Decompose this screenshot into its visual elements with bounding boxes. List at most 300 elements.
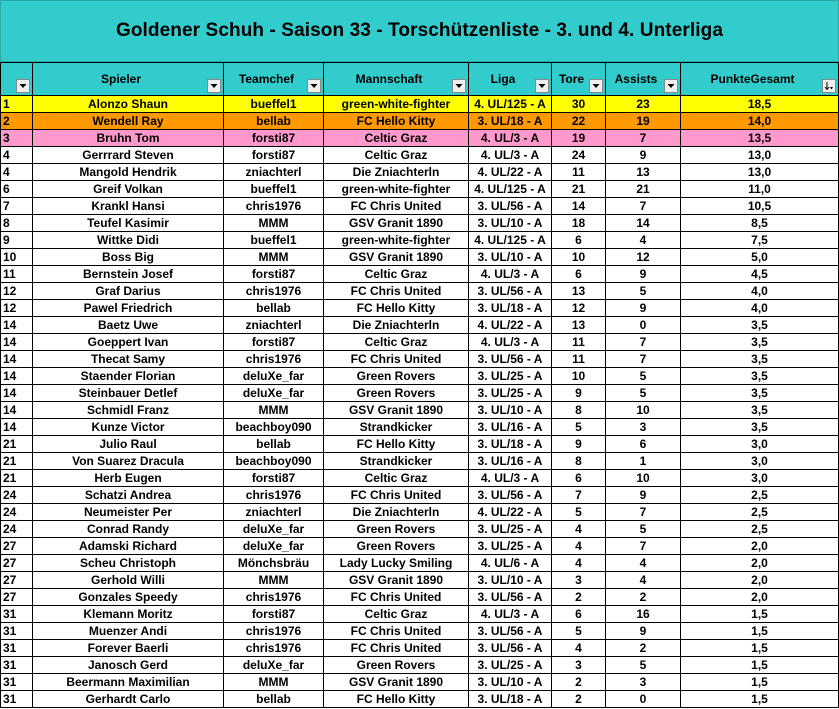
cell-assists[interactable]: 7: [606, 334, 681, 351]
filter-dropdown-button[interactable]: [664, 79, 678, 93]
cell-spieler[interactable]: Pawel Friedrich: [33, 300, 224, 317]
cell-rank[interactable]: 14: [1, 317, 33, 334]
cell-rank[interactable]: 4: [1, 147, 33, 164]
cell-rank[interactable]: 31: [1, 606, 33, 623]
cell-spieler[interactable]: Adamski Richard: [33, 538, 224, 555]
cell-tore[interactable]: 11: [552, 334, 606, 351]
cell-spieler[interactable]: Herb Eugen: [33, 470, 224, 487]
cell-teamchef[interactable]: chris1976: [224, 198, 324, 215]
cell-tore[interactable]: 6: [552, 232, 606, 249]
cell-mannschaft[interactable]: Celtic Graz: [324, 470, 469, 487]
cell-punkte-gesamt[interactable]: 8,5: [681, 215, 839, 232]
cell-rank[interactable]: 8: [1, 215, 33, 232]
cell-assists[interactable]: 9: [606, 147, 681, 164]
cell-spieler[interactable]: Bruhn Tom: [33, 130, 224, 147]
cell-assists[interactable]: 7: [606, 504, 681, 521]
cell-teamchef[interactable]: MMM: [224, 215, 324, 232]
cell-liga[interactable]: 4. UL/3 - A: [469, 470, 552, 487]
cell-tore[interactable]: 18: [552, 215, 606, 232]
table-row[interactable]: [1, 674, 839, 691]
cell-punkte-gesamt[interactable]: 2,5: [681, 487, 839, 504]
filter-dropdown-button[interactable]: [207, 79, 221, 93]
cell-tore[interactable]: 3: [552, 572, 606, 589]
cell-assists[interactable]: 6: [606, 436, 681, 453]
cell-teamchef[interactable]: beachboy090: [224, 453, 324, 470]
table-row[interactable]: [1, 334, 839, 351]
cell-tore[interactable]: 5: [552, 504, 606, 521]
cell-spieler[interactable]: Muenzer Andi: [33, 623, 224, 640]
table-row[interactable]: [1, 147, 839, 164]
cell-mannschaft[interactable]: FC Hello Kitty: [324, 300, 469, 317]
cell-punkte-gesamt[interactable]: 5,0: [681, 249, 839, 266]
cell-liga[interactable]: 3. UL/16 - A: [469, 419, 552, 436]
cell-rank[interactable]: 24: [1, 521, 33, 538]
table-row[interactable]: [1, 300, 839, 317]
cell-punkte-gesamt[interactable]: 7,5: [681, 232, 839, 249]
cell-liga[interactable]: 3. UL/18 - A: [469, 691, 552, 708]
table-row[interactable]: [1, 419, 839, 436]
cell-punkte-gesamt[interactable]: 13,0: [681, 147, 839, 164]
cell-rank[interactable]: 1: [1, 96, 33, 113]
cell-tore[interactable]: 19: [552, 130, 606, 147]
cell-assists[interactable]: 3: [606, 674, 681, 691]
cell-spieler[interactable]: Beermann Maximilian: [33, 674, 224, 691]
filter-dropdown-button[interactable]: [452, 79, 466, 93]
table-row[interactable]: [1, 589, 839, 606]
cell-assists[interactable]: 2: [606, 589, 681, 606]
cell-tore[interactable]: 2: [552, 589, 606, 606]
cell-punkte-gesamt[interactable]: 3,5: [681, 334, 839, 351]
cell-punkte-gesamt[interactable]: 3,0: [681, 470, 839, 487]
cell-spieler[interactable]: Gerhardt Carlo: [33, 691, 224, 708]
cell-spieler[interactable]: Klemann Moritz: [33, 606, 224, 623]
filter-dropdown-button[interactable]: [535, 79, 549, 93]
cell-spieler[interactable]: Schatzi Andrea: [33, 487, 224, 504]
cell-rank[interactable]: 14: [1, 385, 33, 402]
cell-assists[interactable]: 5: [606, 657, 681, 674]
table-row[interactable]: [1, 181, 839, 198]
cell-teamchef[interactable]: chris1976: [224, 623, 324, 640]
cell-punkte-gesamt[interactable]: 3,5: [681, 419, 839, 436]
cell-tore[interactable]: 8: [552, 453, 606, 470]
cell-mannschaft[interactable]: Strandkicker: [324, 453, 469, 470]
table-row[interactable]: [1, 606, 839, 623]
cell-mannschaft[interactable]: FC Chris United: [324, 623, 469, 640]
cell-teamchef[interactable]: forsti87: [224, 130, 324, 147]
cell-liga[interactable]: 3. UL/56 - A: [469, 198, 552, 215]
cell-tore[interactable]: 13: [552, 283, 606, 300]
cell-mannschaft[interactable]: Celtic Graz: [324, 266, 469, 283]
cell-punkte-gesamt[interactable]: 3,0: [681, 436, 839, 453]
table-row[interactable]: [1, 385, 839, 402]
cell-liga[interactable]: 3. UL/56 - A: [469, 623, 552, 640]
cell-mannschaft[interactable]: green-white-fighter: [324, 181, 469, 198]
cell-liga[interactable]: 3. UL/56 - A: [469, 487, 552, 504]
cell-liga[interactable]: 4. UL/6 - A: [469, 555, 552, 572]
cell-tore[interactable]: 6: [552, 266, 606, 283]
table-row[interactable]: [1, 351, 839, 368]
cell-liga[interactable]: 4. UL/3 - A: [469, 266, 552, 283]
cell-spieler[interactable]: Von Suarez Dracula: [33, 453, 224, 470]
cell-spieler[interactable]: Greif Volkan: [33, 181, 224, 198]
cell-spieler[interactable]: Alonzo Shaun: [33, 96, 224, 113]
cell-punkte-gesamt[interactable]: 1,5: [681, 640, 839, 657]
cell-liga[interactable]: 3. UL/56 - A: [469, 351, 552, 368]
cell-assists[interactable]: 23: [606, 96, 681, 113]
cell-assists[interactable]: 12: [606, 249, 681, 266]
table-row[interactable]: [1, 215, 839, 232]
cell-spieler[interactable]: Wendell Ray: [33, 113, 224, 130]
cell-tore[interactable]: 6: [552, 470, 606, 487]
cell-rank[interactable]: 14: [1, 368, 33, 385]
cell-teamchef[interactable]: bueffel1: [224, 181, 324, 198]
cell-spieler[interactable]: Gerrrard Steven: [33, 147, 224, 164]
cell-teamchef[interactable]: MMM: [224, 249, 324, 266]
cell-teamchef[interactable]: bellab: [224, 113, 324, 130]
cell-punkte-gesamt[interactable]: 2,0: [681, 589, 839, 606]
cell-punkte-gesamt[interactable]: 3,5: [681, 385, 839, 402]
table-row[interactable]: [1, 504, 839, 521]
cell-liga[interactable]: 3. UL/56 - A: [469, 283, 552, 300]
cell-teamchef[interactable]: deluXe_far: [224, 385, 324, 402]
cell-assists[interactable]: 9: [606, 487, 681, 504]
cell-punkte-gesamt[interactable]: 3,5: [681, 317, 839, 334]
cell-spieler[interactable]: Conrad Randy: [33, 521, 224, 538]
cell-mannschaft[interactable]: Celtic Graz: [324, 334, 469, 351]
table-row[interactable]: [1, 640, 839, 657]
cell-rank[interactable]: 11: [1, 266, 33, 283]
cell-spieler[interactable]: Teufel Kasimir: [33, 215, 224, 232]
cell-rank[interactable]: 31: [1, 691, 33, 708]
cell-punkte-gesamt[interactable]: 1,5: [681, 623, 839, 640]
cell-punkte-gesamt[interactable]: 4,0: [681, 300, 839, 317]
cell-liga[interactable]: 4. UL/3 - A: [469, 147, 552, 164]
cell-mannschaft[interactable]: GSV Granit 1890: [324, 249, 469, 266]
cell-assists[interactable]: 19: [606, 113, 681, 130]
cell-punkte-gesamt[interactable]: 2,5: [681, 521, 839, 538]
cell-liga[interactable]: 3. UL/25 - A: [469, 368, 552, 385]
filter-dropdown-button[interactable]: [16, 79, 30, 93]
cell-teamchef[interactable]: bellab: [224, 691, 324, 708]
cell-punkte-gesamt[interactable]: 3,0: [681, 453, 839, 470]
cell-teamchef[interactable]: chris1976: [224, 589, 324, 606]
cell-mannschaft[interactable]: Die Zniachterln: [324, 317, 469, 334]
cell-assists[interactable]: 10: [606, 402, 681, 419]
cell-teamchef[interactable]: chris1976: [224, 487, 324, 504]
cell-tore[interactable]: 4: [552, 521, 606, 538]
cell-assists[interactable]: 5: [606, 283, 681, 300]
cell-mannschaft[interactable]: Strandkicker: [324, 419, 469, 436]
cell-tore[interactable]: 9: [552, 436, 606, 453]
cell-tore[interactable]: 4: [552, 538, 606, 555]
cell-teamchef[interactable]: deluXe_far: [224, 521, 324, 538]
cell-mannschaft[interactable]: Green Rovers: [324, 385, 469, 402]
cell-mannschaft[interactable]: green-white-fighter: [324, 232, 469, 249]
table-row[interactable]: [1, 487, 839, 504]
cell-liga[interactable]: 3. UL/10 - A: [469, 572, 552, 589]
table-row[interactable]: [1, 436, 839, 453]
cell-mannschaft[interactable]: Celtic Graz: [324, 130, 469, 147]
cell-liga[interactable]: 4. UL/125 - A: [469, 181, 552, 198]
cell-spieler[interactable]: Schmidl Franz: [33, 402, 224, 419]
cell-rank[interactable]: 24: [1, 487, 33, 504]
table-row[interactable]: [1, 113, 839, 130]
cell-teamchef[interactable]: zniachterl: [224, 164, 324, 181]
cell-mannschaft[interactable]: FC Chris United: [324, 198, 469, 215]
cell-spieler[interactable]: Wittke Didi: [33, 232, 224, 249]
cell-tore[interactable]: 5: [552, 419, 606, 436]
table-row[interactable]: [1, 130, 839, 147]
cell-tore[interactable]: 4: [552, 555, 606, 572]
cell-mannschaft[interactable]: Celtic Graz: [324, 606, 469, 623]
cell-rank[interactable]: 12: [1, 283, 33, 300]
cell-teamchef[interactable]: deluXe_far: [224, 657, 324, 674]
cell-rank[interactable]: 10: [1, 249, 33, 266]
cell-teamchef[interactable]: bueffel1: [224, 96, 324, 113]
cell-punkte-gesamt[interactable]: 3,5: [681, 351, 839, 368]
cell-punkte-gesamt[interactable]: 2,0: [681, 538, 839, 555]
cell-liga[interactable]: 4. UL/3 - A: [469, 334, 552, 351]
cell-spieler[interactable]: Bernstein Josef: [33, 266, 224, 283]
table-row[interactable]: [1, 249, 839, 266]
cell-mannschaft[interactable]: green-white-fighter: [324, 96, 469, 113]
cell-assists[interactable]: 5: [606, 368, 681, 385]
cell-spieler[interactable]: Staender Florian: [33, 368, 224, 385]
cell-assists[interactable]: 10: [606, 470, 681, 487]
cell-punkte-gesamt[interactable]: 4,0: [681, 283, 839, 300]
cell-teamchef[interactable]: chris1976: [224, 283, 324, 300]
cell-tore[interactable]: 10: [552, 368, 606, 385]
cell-rank[interactable]: 31: [1, 657, 33, 674]
table-row[interactable]: [1, 691, 839, 708]
table-row[interactable]: [1, 402, 839, 419]
table-row[interactable]: [1, 521, 839, 538]
cell-assists[interactable]: 4: [606, 555, 681, 572]
cell-punkte-gesamt[interactable]: 3,5: [681, 368, 839, 385]
cell-rank[interactable]: 31: [1, 623, 33, 640]
cell-teamchef[interactable]: bellab: [224, 436, 324, 453]
cell-rank[interactable]: 27: [1, 555, 33, 572]
cell-punkte-gesamt[interactable]: 14,0: [681, 113, 839, 130]
cell-punkte-gesamt[interactable]: 4,5: [681, 266, 839, 283]
cell-spieler[interactable]: Steinbauer Detlef: [33, 385, 224, 402]
cell-spieler[interactable]: Scheu Christoph: [33, 555, 224, 572]
cell-assists[interactable]: 9: [606, 300, 681, 317]
cell-assists[interactable]: 3: [606, 419, 681, 436]
cell-liga[interactable]: 3. UL/10 - A: [469, 249, 552, 266]
cell-spieler[interactable]: Janosch Gerd: [33, 657, 224, 674]
cell-punkte-gesamt[interactable]: 3,5: [681, 402, 839, 419]
cell-liga[interactable]: 4. UL/3 - A: [469, 130, 552, 147]
cell-assists[interactable]: 2: [606, 640, 681, 657]
cell-assists[interactable]: 9: [606, 623, 681, 640]
table-row[interactable]: [1, 96, 839, 113]
cell-mannschaft[interactable]: Green Rovers: [324, 657, 469, 674]
cell-tore[interactable]: 12: [552, 300, 606, 317]
cell-mannschaft[interactable]: FC Hello Kitty: [324, 436, 469, 453]
cell-liga[interactable]: 3. UL/10 - A: [469, 402, 552, 419]
cell-tore[interactable]: 10: [552, 249, 606, 266]
cell-liga[interactable]: 3. UL/25 - A: [469, 538, 552, 555]
cell-tore[interactable]: 3: [552, 657, 606, 674]
cell-liga[interactable]: 4. UL/22 - A: [469, 317, 552, 334]
filter-dropdown-button[interactable]: [307, 79, 321, 93]
cell-teamchef[interactable]: forsti87: [224, 334, 324, 351]
cell-tore[interactable]: 5: [552, 623, 606, 640]
cell-spieler[interactable]: Baetz Uwe: [33, 317, 224, 334]
table-row[interactable]: [1, 623, 839, 640]
cell-rank[interactable]: 27: [1, 572, 33, 589]
cell-tore[interactable]: 30: [552, 96, 606, 113]
cell-teamchef[interactable]: Mönchsbräu: [224, 555, 324, 572]
cell-punkte-gesamt[interactable]: 1,5: [681, 606, 839, 623]
cell-spieler[interactable]: Julio Raul: [33, 436, 224, 453]
cell-mannschaft[interactable]: FC Hello Kitty: [324, 113, 469, 130]
cell-assists[interactable]: 13: [606, 164, 681, 181]
cell-tore[interactable]: 21: [552, 181, 606, 198]
table-row[interactable]: [1, 232, 839, 249]
cell-assists[interactable]: 0: [606, 317, 681, 334]
cell-rank[interactable]: 14: [1, 334, 33, 351]
cell-liga[interactable]: 3. UL/25 - A: [469, 657, 552, 674]
cell-mannschaft[interactable]: GSV Granit 1890: [324, 215, 469, 232]
cell-tore[interactable]: 13: [552, 317, 606, 334]
cell-rank[interactable]: 14: [1, 419, 33, 436]
cell-spieler[interactable]: Goeppert Ivan: [33, 334, 224, 351]
cell-liga[interactable]: 4. UL/22 - A: [469, 164, 552, 181]
cell-rank[interactable]: 21: [1, 470, 33, 487]
cell-liga[interactable]: 4. UL/3 - A: [469, 606, 552, 623]
cell-teamchef[interactable]: MMM: [224, 572, 324, 589]
table-row[interactable]: [1, 657, 839, 674]
cell-mannschaft[interactable]: FC Hello Kitty: [324, 691, 469, 708]
cell-punkte-gesamt[interactable]: 1,5: [681, 657, 839, 674]
cell-punkte-gesamt[interactable]: 13,5: [681, 130, 839, 147]
cell-spieler[interactable]: Neumeister Per: [33, 504, 224, 521]
cell-rank[interactable]: 24: [1, 504, 33, 521]
table-row[interactable]: [1, 164, 839, 181]
cell-rank[interactable]: 7: [1, 198, 33, 215]
cell-punkte-gesamt[interactable]: 2,0: [681, 555, 839, 572]
table-row[interactable]: [1, 538, 839, 555]
cell-tore[interactable]: 8: [552, 402, 606, 419]
cell-assists[interactable]: 7: [606, 351, 681, 368]
cell-teamchef[interactable]: bellab: [224, 300, 324, 317]
cell-liga[interactable]: 3. UL/10 - A: [469, 215, 552, 232]
table-row[interactable]: [1, 453, 839, 470]
table-row[interactable]: [1, 198, 839, 215]
cell-liga[interactable]: 3. UL/25 - A: [469, 385, 552, 402]
cell-tore[interactable]: 4: [552, 640, 606, 657]
cell-rank[interactable]: 21: [1, 453, 33, 470]
cell-mannschaft[interactable]: Die Zniachterln: [324, 164, 469, 181]
cell-rank[interactable]: 27: [1, 589, 33, 606]
cell-rank[interactable]: 6: [1, 181, 33, 198]
cell-liga[interactable]: 3. UL/18 - A: [469, 300, 552, 317]
cell-teamchef[interactable]: forsti87: [224, 470, 324, 487]
cell-tore[interactable]: 6: [552, 606, 606, 623]
cell-liga[interactable]: 3. UL/18 - A: [469, 436, 552, 453]
cell-liga[interactable]: 4. UL/22 - A: [469, 504, 552, 521]
table-row[interactable]: [1, 266, 839, 283]
table-row[interactable]: [1, 470, 839, 487]
table-row[interactable]: [1, 555, 839, 572]
cell-teamchef[interactable]: forsti87: [224, 266, 324, 283]
cell-mannschaft[interactable]: Lady Lucky Smiling: [324, 555, 469, 572]
cell-spieler[interactable]: Gerhold Willi: [33, 572, 224, 589]
cell-punkte-gesamt[interactable]: 13,0: [681, 164, 839, 181]
cell-tore[interactable]: 7: [552, 487, 606, 504]
cell-liga[interactable]: 4. UL/125 - A: [469, 232, 552, 249]
cell-assists[interactable]: 7: [606, 538, 681, 555]
cell-spieler[interactable]: Thecat Samy: [33, 351, 224, 368]
cell-teamchef[interactable]: beachboy090: [224, 419, 324, 436]
cell-mannschaft[interactable]: FC Chris United: [324, 351, 469, 368]
cell-punkte-gesamt[interactable]: 1,5: [681, 674, 839, 691]
cell-teamchef[interactable]: deluXe_far: [224, 538, 324, 555]
cell-assists[interactable]: 16: [606, 606, 681, 623]
table-row[interactable]: [1, 317, 839, 334]
cell-assists[interactable]: 21: [606, 181, 681, 198]
cell-rank[interactable]: 2: [1, 113, 33, 130]
cell-tore[interactable]: 22: [552, 113, 606, 130]
cell-spieler[interactable]: Kunze Victor: [33, 419, 224, 436]
cell-teamchef[interactable]: MMM: [224, 674, 324, 691]
table-row[interactable]: [1, 368, 839, 385]
cell-punkte-gesamt[interactable]: 10,5: [681, 198, 839, 215]
cell-mannschaft[interactable]: Die Zniachterln: [324, 504, 469, 521]
cell-spieler[interactable]: Krankl Hansi: [33, 198, 224, 215]
cell-rank[interactable]: 9: [1, 232, 33, 249]
cell-assists[interactable]: 14: [606, 215, 681, 232]
sort-filter-button[interactable]: [822, 79, 836, 93]
cell-rank[interactable]: 3: [1, 130, 33, 147]
cell-teamchef[interactable]: deluXe_far: [224, 368, 324, 385]
cell-tore[interactable]: 14: [552, 198, 606, 215]
cell-tore[interactable]: 9: [552, 385, 606, 402]
cell-teamchef[interactable]: forsti87: [224, 147, 324, 164]
cell-rank[interactable]: 14: [1, 402, 33, 419]
cell-assists[interactable]: 5: [606, 521, 681, 538]
cell-assists[interactable]: 4: [606, 232, 681, 249]
cell-liga[interactable]: 3. UL/10 - A: [469, 674, 552, 691]
cell-assists[interactable]: 9: [606, 266, 681, 283]
filter-dropdown-button[interactable]: [589, 79, 603, 93]
cell-rank[interactable]: 12: [1, 300, 33, 317]
cell-mannschaft[interactable]: FC Chris United: [324, 283, 469, 300]
cell-mannschaft[interactable]: GSV Granit 1890: [324, 674, 469, 691]
cell-spieler[interactable]: Mangold Hendrik: [33, 164, 224, 181]
cell-liga[interactable]: 3. UL/56 - A: [469, 589, 552, 606]
cell-tore[interactable]: 11: [552, 351, 606, 368]
cell-assists[interactable]: 4: [606, 572, 681, 589]
cell-tore[interactable]: 2: [552, 674, 606, 691]
cell-rank[interactable]: 4: [1, 164, 33, 181]
cell-rank[interactable]: 31: [1, 674, 33, 691]
cell-assists[interactable]: 7: [606, 130, 681, 147]
cell-liga[interactable]: 3. UL/56 - A: [469, 640, 552, 657]
cell-tore[interactable]: 2: [552, 691, 606, 708]
cell-rank[interactable]: 14: [1, 351, 33, 368]
cell-mannschaft[interactable]: Green Rovers: [324, 538, 469, 555]
cell-spieler[interactable]: Gonzales Speedy: [33, 589, 224, 606]
cell-spieler[interactable]: Forever Baerli: [33, 640, 224, 657]
cell-liga[interactable]: 4. UL/125 - A: [469, 96, 552, 113]
cell-mannschaft[interactable]: Celtic Graz: [324, 147, 469, 164]
cell-punkte-gesamt[interactable]: 11,0: [681, 181, 839, 198]
cell-assists[interactable]: 5: [606, 385, 681, 402]
cell-rank[interactable]: 21: [1, 436, 33, 453]
